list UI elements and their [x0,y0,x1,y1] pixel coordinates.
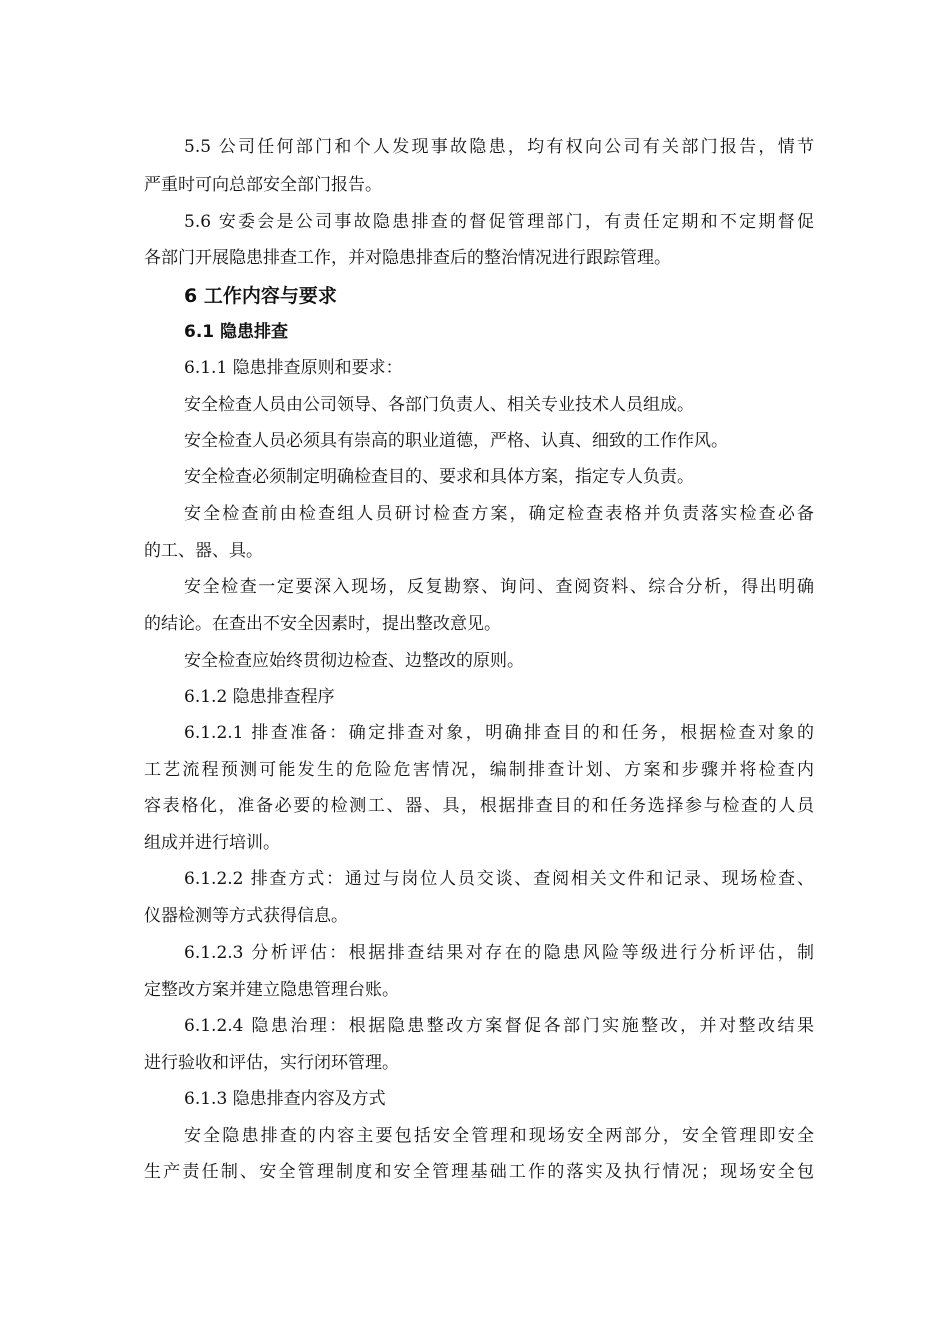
clause-6-1-2-1-line-4: 组成并进行培训。 [144,833,280,853]
clause-6-1-2-2-line-2: 仪器检测等方式获得信息。 [144,906,348,926]
paragraph-pre-inspection-line-2: 的工、器、具。 [144,541,263,561]
clause-6-1-1-heading: 6.1.1 隐患排查原则和要求： [184,358,403,378]
clause-6-1-2-1-line-2: 工艺流程预测可能发生的危险危害情况，编制排查计划、方案和步骤并将检查内 [144,760,814,780]
paragraph-pre-inspection-line-1: 安全检查前由检查组人员研讨检查方案，确定检查表格并负责落实检查必备 [184,504,814,524]
clause-6-1-2-3-line-1: 6.1.2.3 分析评估：根据排查结果对存在的隐患风险等级进行分析评估，制 [184,943,814,963]
section-6-heading: 6 工作内容与要求 [184,285,337,307]
paragraph-site-inspection-line-1: 安全检查一定要深入现场，反复勘察、询问、查阅资料、综合分析，得出明确 [184,577,814,597]
clause-6-1-2-2-line-1: 6.1.2.2 排查方式：通过与岗位人员交谈、查阅相关文件和记录、现场检查、 [184,869,814,889]
paragraph-hazard-content-line-1: 安全隐患排查的内容主要包括安全管理和现场安全两部分，安全管理即安全 [184,1126,814,1146]
clause-6-1-3-heading: 6.1.3 隐患排查内容及方式 [184,1089,386,1109]
clause-6-1-2-1-line-1: 6.1.2.1 排查准备：确定排查对象，明确排查目的和任务，根据检查对象的 [184,723,814,743]
clause-6-1-2-4-line-2: 进行验收和评估，实行闭环管理。 [144,1053,399,1073]
clause-5-6-line-1: 5.6 安委会是公司事故隐患排查的督促管理部门，有责任定期和不定期督促 [184,212,814,232]
clause-6-1-2-3-line-2: 定整改方案并建立隐患管理台账。 [144,980,399,1000]
paragraph-professional-ethics: 安全检查人员必须具有崇高的职业道德，严格、认真、细致的工作作风。 [184,431,728,451]
paragraph-site-inspection-line-2: 的结论。在查出不安全因素时，提出整改意见。 [144,614,501,634]
paragraph-inspection-staff: 安全检查人员由公司领导、各部门负责人、相关专业技术人员组成。 [184,395,694,415]
clause-6-1-2-1-line-3: 容表格化，准备必要的检测工、器、具，根据排查目的和任务选择参与检查的人员 [144,796,814,816]
paragraph-hazard-content-line-2: 生产责任制、安全管理制度和安全管理基础工作的落实及执行情况；现场安全包 [144,1162,814,1182]
clause-5-6-line-2: 各部门开展隐患排查工作，并对隐患排查后的整治情况进行跟踪管理。 [144,248,671,268]
clause-5-5-line-1: 5.5 公司任何部门和个人发现事故隐患，均有权向公司有关部门报告，情节 [184,137,814,157]
section-6-1-heading: 6.1 隐患排查 [184,322,289,342]
clause-6-1-2-heading: 6.1.2 隐患排查程序 [184,687,335,707]
paragraph-inspect-and-rectify: 安全检查应始终贯彻边检查、边整改的原则。 [184,651,524,671]
paragraph-inspection-plan: 安全检查必须制定明确检查目的、要求和具体方案，指定专人负责。 [184,467,694,487]
clause-6-1-2-4-line-1: 6.1.2.4 隐患治理：根据隐患整改方案督促各部门实施整改，并对整改结果 [184,1016,814,1036]
clause-5-5-line-2: 严重时可向总部安全部门报告。 [144,175,382,195]
